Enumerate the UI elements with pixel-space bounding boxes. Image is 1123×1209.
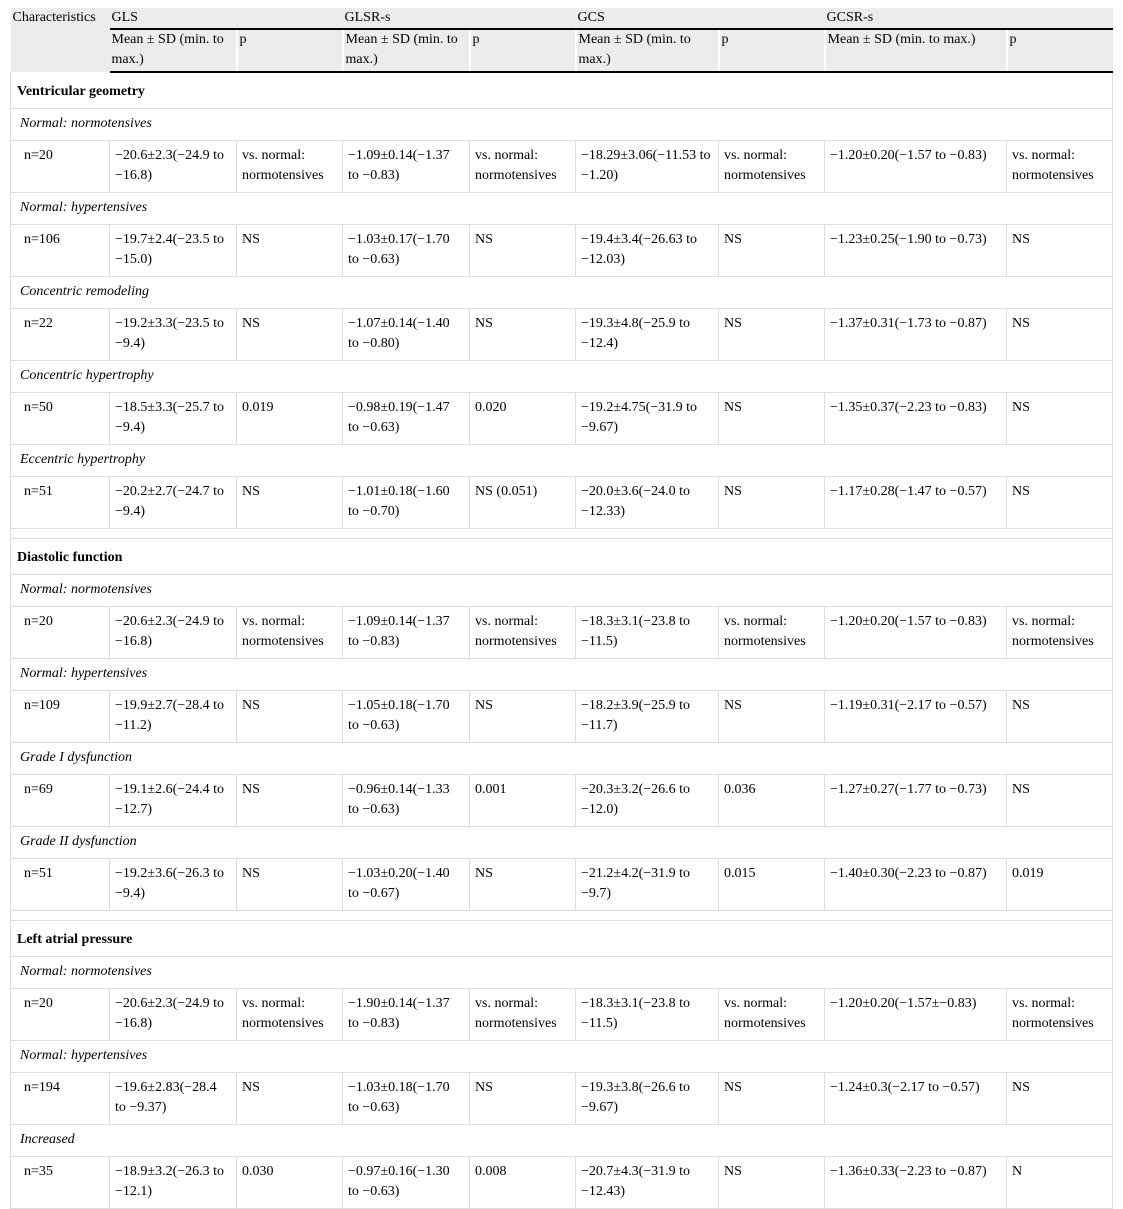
sample-size: n=20	[11, 989, 110, 1041]
p-value-cell: NS	[237, 225, 343, 277]
table-row	[11, 393, 1113, 445]
mean-sd-cell: −19.3±3.8(−26.6 to −9.67)	[576, 1073, 719, 1125]
mean-sd-cell: −1.40±0.30(−2.23 to −0.87)	[825, 859, 1007, 911]
table-row	[11, 309, 1113, 361]
group-header-gls: GLS	[110, 8, 343, 29]
mean-sd-cell: −1.09±0.14(−1.37 to −0.83)	[343, 607, 470, 659]
table-row	[11, 477, 1113, 529]
mean-sd-header: Mean ± SD (min. to max.)	[110, 29, 237, 72]
group-label: Normal: hypertensives	[11, 193, 1113, 225]
p-value-cell: 0.008	[470, 1157, 576, 1209]
group-label: Normal: hypertensives	[11, 659, 1113, 691]
p-value-cell: NS	[1007, 477, 1113, 529]
mean-sd-cell: −1.03±0.17(−1.70 to −0.63)	[343, 225, 470, 277]
table-row	[11, 859, 1113, 911]
mean-sd-cell: −1.19±0.31(−2.17 to −0.57)	[825, 691, 1007, 743]
table-row	[11, 225, 1113, 277]
sample-size: n=109	[11, 691, 110, 743]
mean-sd-cell: −1.05±0.18(−1.70 to −0.63)	[343, 691, 470, 743]
mean-sd-cell: −1.01±0.18(−1.60 to −0.70)	[343, 477, 470, 529]
p-value-cell: vs. normal: normotensives	[470, 989, 576, 1041]
section-row	[11, 539, 1113, 575]
table-row	[11, 691, 1113, 743]
p-value-cell: vs. normal: normotensives	[1007, 607, 1113, 659]
p-value-cell: NS	[470, 225, 576, 277]
p-value-cell: NS	[237, 477, 343, 529]
group-label: Grade I dysfunction	[11, 743, 1113, 775]
p-header: p	[1007, 29, 1113, 72]
table-row	[11, 141, 1113, 193]
p-value-cell: NS	[719, 1073, 825, 1125]
p-value-cell: 0.001	[470, 775, 576, 827]
mean-sd-cell: −1.90±0.14(−1.37 to −0.83)	[343, 989, 470, 1041]
mean-sd-cell: −19.9±2.7(−28.4 to −11.2)	[110, 691, 237, 743]
p-value-cell: NS	[1007, 309, 1113, 361]
section-row	[11, 72, 1113, 109]
group-header-glsr-s: GLSR-s	[343, 8, 576, 29]
table-row	[11, 1157, 1113, 1209]
p-value-cell: NS	[1007, 393, 1113, 445]
p-value-cell: NS	[237, 859, 343, 911]
group-row	[11, 575, 1113, 607]
section-title: Ventricular geometry	[11, 72, 1113, 109]
mean-sd-cell: −20.3±3.2(−26.6 to −12.0)	[576, 775, 719, 827]
p-value-cell: NS	[470, 1073, 576, 1125]
mean-sd-cell: −1.24±0.3(−2.17 to −0.57)	[825, 1073, 1007, 1125]
p-value-cell: vs. normal: normotensives	[1007, 141, 1113, 193]
p-value-cell: vs. normal: normotensives	[237, 607, 343, 659]
mean-sd-cell: −20.6±2.3(−24.9 to −16.8)	[110, 989, 237, 1041]
p-value-cell: NS (0.051)	[470, 477, 576, 529]
p-value-cell: NS	[719, 477, 825, 529]
strain-results-table	[10, 8, 1113, 1209]
group-label: Normal: normotensives	[11, 957, 1113, 989]
table-row	[11, 607, 1113, 659]
group-label: Concentric remodeling	[11, 277, 1113, 309]
p-value-cell: NS	[1007, 225, 1113, 277]
mean-sd-cell: −0.96±0.14(−1.33 to −0.63)	[343, 775, 470, 827]
mean-sd-cell: −1.20±0.20(−1.57 to −0.83)	[825, 607, 1007, 659]
group-label: Grade II dysfunction	[11, 827, 1113, 859]
p-header: p	[470, 29, 576, 72]
mean-sd-cell: −1.36±0.33(−2.23 to −0.87)	[825, 1157, 1007, 1209]
section-row	[11, 921, 1113, 957]
mean-sd-cell: −1.07±0.14(−1.40 to −0.80)	[343, 309, 470, 361]
mean-sd-cell: −19.4±3.4(−26.63 to −12.03)	[576, 225, 719, 277]
mean-sd-cell: −19.2±3.3(−23.5 to −9.4)	[110, 309, 237, 361]
p-value-cell: NS	[237, 309, 343, 361]
p-value-cell: NS	[470, 859, 576, 911]
header-row-subcolumns	[11, 29, 1113, 72]
mean-sd-cell: −18.9±3.2(−26.3 to −12.1)	[110, 1157, 237, 1209]
group-row	[11, 445, 1113, 477]
mean-sd-cell: −18.3±3.1(−23.8 to −11.5)	[576, 989, 719, 1041]
section-title: Diastolic function	[11, 539, 1113, 575]
mean-sd-cell: −20.0±3.6(−24.0 to −12.33)	[576, 477, 719, 529]
p-value-cell: NS	[470, 309, 576, 361]
p-value-cell: NS	[1007, 775, 1113, 827]
mean-sd-cell: −19.2±3.6(−26.3 to −9.4)	[110, 859, 237, 911]
p-value-cell: vs. normal: normotensives	[470, 141, 576, 193]
p-value-cell: NS	[1007, 1073, 1113, 1125]
sample-size: n=50	[11, 393, 110, 445]
table-row	[11, 775, 1113, 827]
group-header-gcsr-s: GCSR-s	[825, 8, 1113, 29]
characteristics-header: Characteristics	[11, 8, 110, 72]
sample-size: n=51	[11, 477, 110, 529]
mean-sd-cell: −19.6±2.83(−28.4 to −9.37)	[110, 1073, 237, 1125]
p-value-cell: vs. normal: normotensives	[237, 141, 343, 193]
p-value-cell: 0.019	[1007, 859, 1113, 911]
p-value-cell: vs. normal: normotensives	[719, 989, 825, 1041]
mean-sd-cell: −1.37±0.31(−1.73 to −0.87)	[825, 309, 1007, 361]
p-value-cell: NS	[719, 309, 825, 361]
group-header-gcs: GCS	[576, 8, 825, 29]
mean-sd-cell: −20.7±4.3(−31.9 to −12.43)	[576, 1157, 719, 1209]
group-label: Normal: normotensives	[11, 109, 1113, 141]
p-value-cell: vs. normal: normotensives	[237, 989, 343, 1041]
mean-sd-cell: −18.5±3.3(−25.7 to −9.4)	[110, 393, 237, 445]
group-row	[11, 1041, 1113, 1073]
mean-sd-cell: −18.2±3.9(−25.9 to −11.7)	[576, 691, 719, 743]
mean-sd-cell: −19.1±2.6(−24.4 to −12.7)	[110, 775, 237, 827]
p-value-cell: 0.036	[719, 775, 825, 827]
mean-sd-cell: −1.20±0.20(−1.57±−0.83)	[825, 989, 1007, 1041]
mean-sd-cell: −19.2±4.75(−31.9 to −9.67)	[576, 393, 719, 445]
p-value-cell: NS	[1007, 691, 1113, 743]
sample-size: n=106	[11, 225, 110, 277]
mean-sd-cell: −19.7±2.4(−23.5 to −15.0)	[110, 225, 237, 277]
mean-sd-cell: −19.3±4.8(−25.9 to −12.4)	[576, 309, 719, 361]
sample-size: n=35	[11, 1157, 110, 1209]
sample-size: n=194	[11, 1073, 110, 1125]
p-header: p	[719, 29, 825, 72]
section-spacer	[11, 529, 1113, 539]
p-value-cell: 0.015	[719, 859, 825, 911]
section-spacer	[11, 911, 1113, 921]
mean-sd-cell: −1.03±0.20(−1.40 to −0.67)	[343, 859, 470, 911]
table-row	[11, 989, 1113, 1041]
mean-sd-cell: −1.03±0.18(−1.70 to −0.63)	[343, 1073, 470, 1125]
group-row	[11, 827, 1113, 859]
header-row-groups	[11, 8, 1113, 29]
p-value-cell: vs. normal: normotensives	[470, 607, 576, 659]
p-value-cell: NS	[470, 691, 576, 743]
p-header: p	[237, 29, 343, 72]
group-label: Normal: hypertensives	[11, 1041, 1113, 1073]
p-value-cell: 0.030	[237, 1157, 343, 1209]
mean-sd-header: Mean ± SD (min. to max.)	[825, 29, 1007, 72]
mean-sd-cell: −18.29±3.06(−11.53 to −1.20)	[576, 141, 719, 193]
group-row	[11, 1125, 1113, 1157]
mean-sd-cell: −0.98±0.19(−1.47 to −0.63)	[343, 393, 470, 445]
p-value-cell: NS	[719, 1157, 825, 1209]
group-label: Increased	[11, 1125, 1113, 1157]
group-row	[11, 109, 1113, 141]
mean-sd-cell: −1.35±0.37(−2.23 to −0.83)	[825, 393, 1007, 445]
group-row	[11, 193, 1113, 225]
p-value-cell: NS	[719, 225, 825, 277]
sample-size: n=20	[11, 141, 110, 193]
p-value-cell: N	[1007, 1157, 1113, 1209]
mean-sd-cell: −21.2±4.2(−31.9 to −9.7)	[576, 859, 719, 911]
mean-sd-header: Mean ± SD (min. to max.)	[576, 29, 719, 72]
p-value-cell: vs. normal: normotensives	[1007, 989, 1113, 1041]
p-value-cell: vs. normal: normotensives	[719, 141, 825, 193]
p-value-cell: 0.020	[470, 393, 576, 445]
sample-size: n=20	[11, 607, 110, 659]
group-row	[11, 957, 1113, 989]
mean-sd-cell: −1.23±0.25(−1.90 to −0.73)	[825, 225, 1007, 277]
group-label: Eccentric hypertrophy	[11, 445, 1113, 477]
section-title: Left atrial pressure	[11, 921, 1113, 957]
mean-sd-cell: −20.6±2.3(−24.9 to −16.8)	[110, 141, 237, 193]
group-row	[11, 743, 1113, 775]
p-value-cell: NS	[237, 1073, 343, 1125]
spacer-cell	[11, 529, 1113, 539]
sample-size: n=69	[11, 775, 110, 827]
sample-size: n=22	[11, 309, 110, 361]
mean-sd-cell: −20.6±2.3(−24.9 to −16.8)	[110, 607, 237, 659]
group-row	[11, 659, 1113, 691]
p-value-cell: NS	[719, 393, 825, 445]
group-row	[11, 277, 1113, 309]
mean-sd-cell: −1.17±0.28(−1.47 to −0.57)	[825, 477, 1007, 529]
p-value-cell: NS	[237, 691, 343, 743]
mean-sd-header: Mean ± SD (min. to max.)	[343, 29, 470, 72]
mean-sd-cell: −1.20±0.20(−1.57 to −0.83)	[825, 141, 1007, 193]
group-label: Normal: normotensives	[11, 575, 1113, 607]
mean-sd-cell: −1.27±0.27(−1.77 to −0.73)	[825, 775, 1007, 827]
p-value-cell: 0.019	[237, 393, 343, 445]
mean-sd-cell: −0.97±0.16(−1.30 to −0.63)	[343, 1157, 470, 1209]
group-label: Concentric hypertrophy	[11, 361, 1113, 393]
p-value-cell: NS	[719, 691, 825, 743]
p-value-cell: NS	[237, 775, 343, 827]
p-value-cell: vs. normal: normotensives	[719, 607, 825, 659]
table-row	[11, 1073, 1113, 1125]
mean-sd-cell: −18.3±3.1(−23.8 to −11.5)	[576, 607, 719, 659]
sample-size: n=51	[11, 859, 110, 911]
mean-sd-cell: −1.09±0.14(−1.37 to −0.83)	[343, 141, 470, 193]
table-body	[11, 72, 1113, 1209]
group-row	[11, 361, 1113, 393]
spacer-cell	[11, 911, 1113, 921]
mean-sd-cell: −20.2±2.7(−24.7 to −9.4)	[110, 477, 237, 529]
